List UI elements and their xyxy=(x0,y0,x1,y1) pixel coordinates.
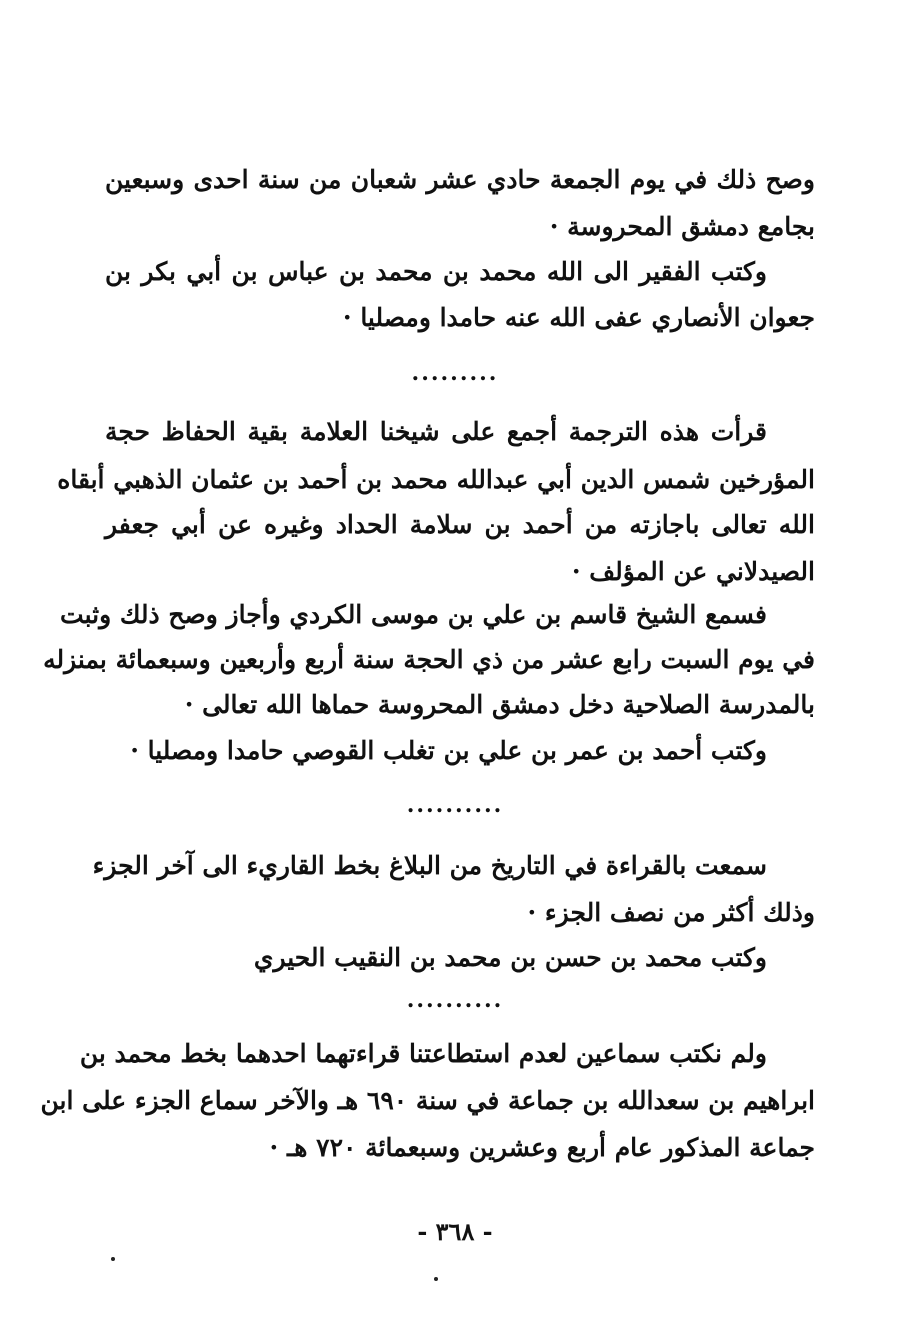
text-line: وكتب محمد بن حسن بن محمد بن النقيب الحيري xyxy=(253,943,767,972)
page-number: - ٣٦٨ - xyxy=(417,1217,493,1246)
text-line: الله تعالى باجازته من أحمد بن سلامة الحداد وغيره عن أبي جعفر xyxy=(105,510,815,539)
text-line: ولم نكتب سماعين لعدم استطاعتنا قراءتهما احدهما بخط محمد بن xyxy=(79,1039,767,1068)
text-line: وكتب أحمد بن عمر بن علي بن تغلب القوصي حامدا ومصليا · xyxy=(130,736,767,765)
scan-speck xyxy=(434,1277,438,1281)
text-line: بالمدرسة الصلاحية دخل دمشق المحروسة حماها الله تعالى · xyxy=(184,690,815,719)
text-line: فسمع الشيخ قاسم بن علي بن موسى الكردي وأجاز وصح ذلك وثبت xyxy=(60,600,767,629)
text-line: وذلك أكثر من نصف الجزء · xyxy=(527,898,815,927)
text-line: جعوان الأنصاري عفى الله عنه حامدا ومصليا · xyxy=(342,303,815,332)
text-line: جماعة المذكور عام أربع وعشرين وسبعمائة ٧٢٠ هـ · xyxy=(269,1133,815,1162)
text-line: الصيدلاني عن المؤلف · xyxy=(571,557,815,586)
section-separator: .......... xyxy=(406,987,504,1013)
text-line: وكتب الفقير الى الله محمد بن محمد بن عباس بن أبي بكر بن xyxy=(105,257,767,286)
scan-speck xyxy=(111,1257,115,1261)
section-separator: .......... xyxy=(406,792,504,818)
text-line: في يوم السبت رابع عشر من ذي الحجة سنة أربع وأربعين وسبعمائة بمنزله xyxy=(43,645,815,674)
text-line: سمعت بالقراءة في التاريخ من البلاغ بخط القاريء الى آخر الجزء xyxy=(92,851,767,880)
text-line: وصح ذلك في يوم الجمعة حادي عشر شعبان من سنة احدى وسبعين xyxy=(105,165,815,194)
text-line: ابراهيم بن سعدالله بن جماعة في سنة ٦٩٠ هـ والآخر سماع الجزء على ابن xyxy=(40,1086,815,1115)
text-line: قرأت هذه الترجمة أجمع على شيخنا العلامة بقية الحفاظ حجة xyxy=(105,417,767,446)
section-separator: ......... xyxy=(411,360,499,386)
text-line: المؤرخين شمس الدين أبي عبدالله محمد بن أحمد بن عثمان الذهبي أبقاه xyxy=(57,465,815,494)
text-line: بجامع دمشق المحروسة · xyxy=(549,212,815,241)
